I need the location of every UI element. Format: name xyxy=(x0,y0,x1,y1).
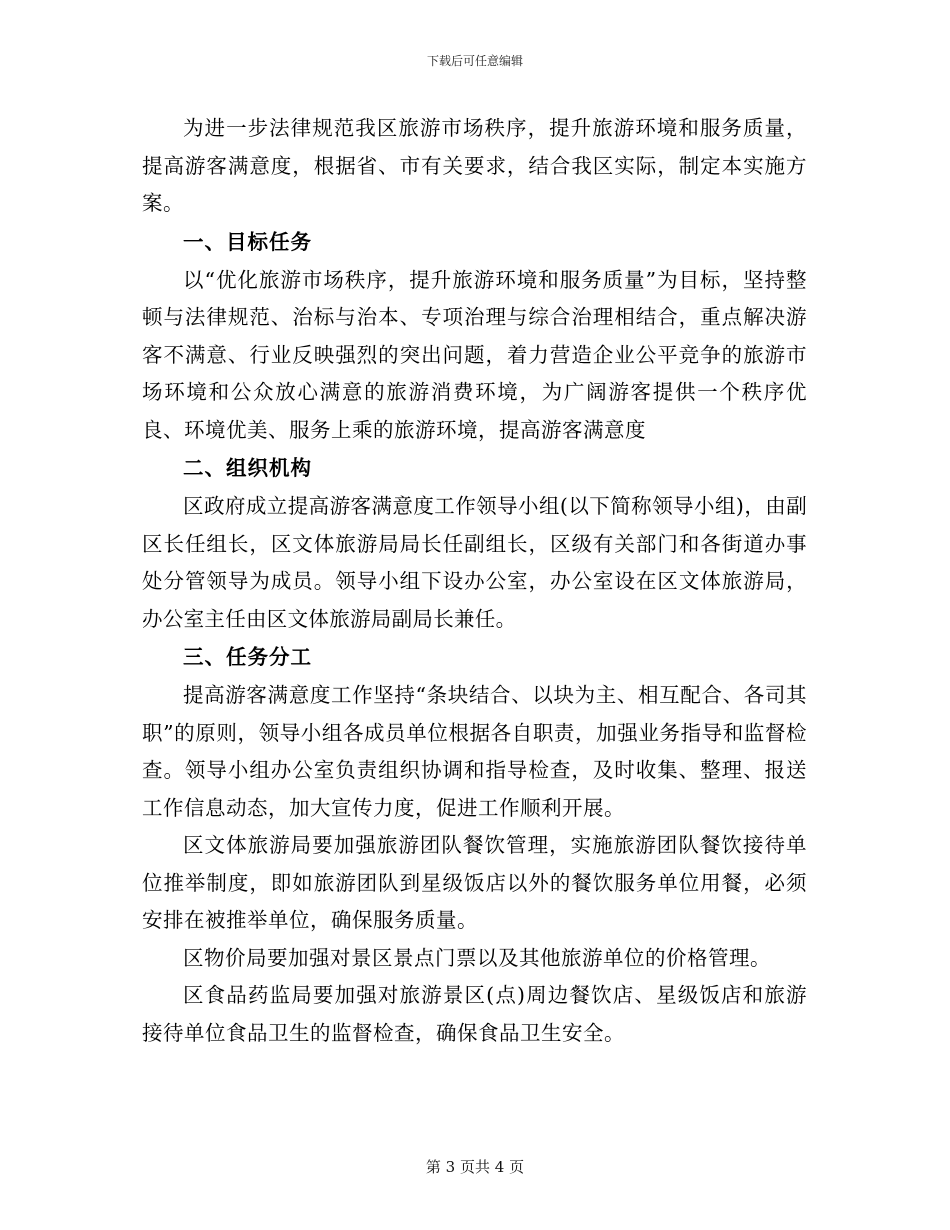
division-paragraph-4: 区食品药监局要加强对旅游景区(点)周边餐饮店、星级饭店和旅游接待单位食品卫生的监督检查，确保食品卫生安全。 xyxy=(142,983,807,1045)
organization-paragraph: 区政府成立提高游客满意度工作领导小组(以下简称领导小组)，由副区长任组长，区文体旅游局局长任副组长，区级有关部门和各街道办事处分管领导为成员。领导小组下设办公室，办公室设在区文体旅游局，办公室主任由区文体旅游局副局长兼任。 xyxy=(142,494,807,631)
intro-paragraph: 为进一步法律规范我区旅游市场秩序，提升旅游环境和服务质量，提高游客满意度，根据省、市有关要求，结合我区实际，制定本实施方案。 xyxy=(142,116,807,215)
document-body xyxy=(142,110,807,1052)
section-heading-division: 三、任务分工 xyxy=(183,645,312,669)
section-heading-goals: 一、目标任务 xyxy=(183,229,312,254)
section-heading-organization: 二、组织机构 xyxy=(183,456,312,480)
division-paragraph-2: 区文体旅游局要加强旅游团队餐饮管理，实施旅游团队餐饮接待单位推举制度，即如旅游团队到星级饭店以外的餐饮服务单位用餐，必须安排在被推举单位，确保服务质量。 xyxy=(142,833,807,932)
division-paragraph-3: 区物价局要加强对景区景点门票以及其他旅游单位的价格管理。 xyxy=(183,945,771,970)
goals-paragraph: 以“优化旅游市场秩序，提升旅游环境和服务质量”为目标，坚持整顿与法律规范、治标与治本、专项治理与综合治理相结合，重点解决游客不满意、行业反映强烈的突出问题，着力营造企业公平竞争的旅游市场环境和公众放心满意的旅游消费环境，为广阔游客提供一个秩序优良、环境优美、服务上乘的旅游环境，提高游客满意度 xyxy=(142,267,807,442)
page-footer: 第 3 页共 4 页 xyxy=(425,1158,525,1176)
division-paragraph-1: 提高游客满意度工作坚持“条块结合、以块为主、相互配合、各司其职”的原则，领导小组各成员单位根据各自职责，加强业务指导和监督检查。领导小组办公室负责组织协调和指导检查，及时收集、整理、报送工作信息动态，加大宣传力度，促进工作顺利开展。 xyxy=(142,683,807,820)
page-header: 下载后可任意编辑 xyxy=(426,54,523,68)
